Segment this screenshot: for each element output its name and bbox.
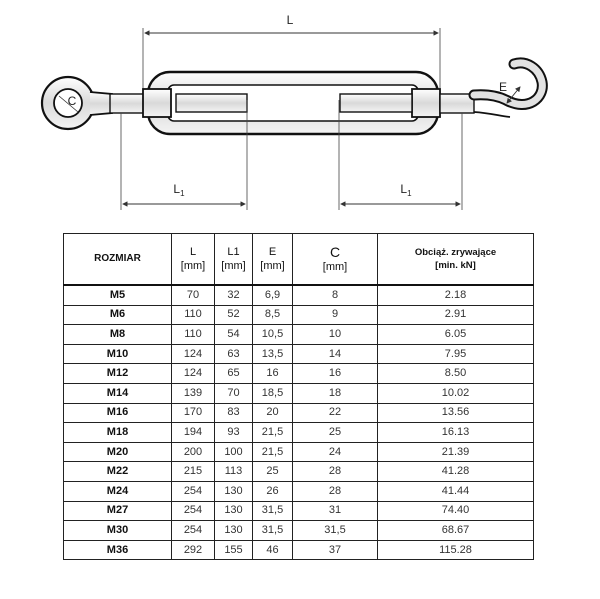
cell-dim-C: 14 — [293, 344, 378, 364]
cell-dim-E: 20 — [253, 403, 293, 423]
cell-breaking-load: 74.40 — [378, 501, 534, 521]
cell-length-L: 110 — [172, 305, 215, 325]
cell-size: M24 — [64, 481, 172, 501]
cell-length-L: 254 — [172, 481, 215, 501]
dimension-L-label: L — [286, 13, 294, 27]
cell-size: M14 — [64, 383, 172, 403]
header-L: L [mm] — [172, 234, 215, 286]
label-E: E — [498, 80, 508, 94]
cell-breaking-load: 2.91 — [378, 305, 534, 325]
cell-length-L1: 32 — [215, 285, 253, 305]
cell-length-L: 254 — [172, 501, 215, 521]
table-header-row — [64, 234, 534, 286]
cell-length-L1: 155 — [215, 540, 253, 560]
table-row — [64, 481, 534, 501]
cell-size: M6 — [64, 305, 172, 325]
cell-dim-E: 31,5 — [253, 501, 293, 521]
cell-dim-E: 21,5 — [253, 442, 293, 462]
cell-dim-C: 28 — [293, 481, 378, 501]
table-row — [64, 403, 534, 423]
cell-size: M5 — [64, 285, 172, 305]
cell-size: M18 — [64, 423, 172, 443]
cell-dim-C: 24 — [293, 442, 378, 462]
table-row — [64, 285, 534, 305]
cell-dim-E: 10,5 — [253, 325, 293, 345]
cell-size: M8 — [64, 325, 172, 345]
table-row — [64, 521, 534, 541]
cell-breaking-load: 8.50 — [378, 364, 534, 384]
cell-dim-C: 18 — [293, 383, 378, 403]
cell-dim-E: 13,5 — [253, 344, 293, 364]
table-row — [64, 305, 534, 325]
cell-length-L: 124 — [172, 364, 215, 384]
header-L1: L1 [mm] — [215, 234, 253, 286]
cell-length-L: 110 — [172, 325, 215, 345]
cell-length-L1: 113 — [215, 462, 253, 482]
cell-dim-E: 8,5 — [253, 305, 293, 325]
dimension-L1-left-label: L — [173, 182, 181, 196]
cell-length-L: 170 — [172, 403, 215, 423]
cell-breaking-load: 13.56 — [378, 403, 534, 423]
cell-length-L: 70 — [172, 285, 215, 305]
cell-dim-C: 16 — [293, 364, 378, 384]
cell-breaking-load: 7.95 — [378, 344, 534, 364]
cell-dim-C: 22 — [293, 403, 378, 423]
cell-dim-E: 46 — [253, 540, 293, 560]
cell-breaking-load: 10.02 — [378, 383, 534, 403]
cell-dim-C: 31,5 — [293, 521, 378, 541]
cell-dim-E: 16 — [253, 364, 293, 384]
header-breaking-load: Obciąż. zrywające [min. kN] — [378, 234, 534, 286]
cell-size: M10 — [64, 344, 172, 364]
table-row — [64, 325, 534, 345]
cell-breaking-load: 21.39 — [378, 442, 534, 462]
table-row — [64, 540, 534, 560]
table-row — [64, 442, 534, 462]
cell-length-L: 139 — [172, 383, 215, 403]
dimension-L1-left-sub: 1 — [180, 189, 185, 198]
cell-length-L1: 130 — [215, 521, 253, 541]
cell-breaking-load: 115.28 — [378, 540, 534, 560]
cell-length-L: 215 — [172, 462, 215, 482]
cell-breaking-load: 41.44 — [378, 481, 534, 501]
header-C: C [mm] — [293, 234, 378, 286]
cell-size: M22 — [64, 462, 172, 482]
header-size: ROZMIAR — [64, 234, 172, 286]
cell-length-L1: 54 — [215, 325, 253, 345]
cell-length-L: 200 — [172, 442, 215, 462]
cell-dim-E: 6,9 — [253, 285, 293, 305]
specification-table — [63, 233, 534, 560]
cell-size: M16 — [64, 403, 172, 423]
cell-size: M36 — [64, 540, 172, 560]
label-C: C — [67, 94, 77, 108]
cell-length-L1: 130 — [215, 501, 253, 521]
header-E: E [mm] — [253, 234, 293, 286]
cell-length-L1: 130 — [215, 481, 253, 501]
table-row — [64, 423, 534, 443]
cell-length-L1: 93 — [215, 423, 253, 443]
cell-size: M30 — [64, 521, 172, 541]
dimension-L1-right-label: L — [400, 182, 408, 196]
cell-length-L1: 83 — [215, 403, 253, 423]
cell-dim-C: 9 — [293, 305, 378, 325]
cell-length-L: 194 — [172, 423, 215, 443]
table-row — [64, 364, 534, 384]
svg-text:L1 — [173, 182, 185, 198]
cell-length-L: 124 — [172, 344, 215, 364]
cell-length-L1: 65 — [215, 364, 253, 384]
dimension-L1-right-sub: 1 — [407, 189, 412, 198]
cell-dim-E: 18,5 — [253, 383, 293, 403]
table-body — [64, 285, 534, 560]
cell-dim-C: 31 — [293, 501, 378, 521]
cell-length-L1: 100 — [215, 442, 253, 462]
table-row — [64, 462, 534, 482]
table-row — [64, 501, 534, 521]
cell-length-L1: 63 — [215, 344, 253, 364]
cell-size: M12 — [64, 364, 172, 384]
cell-breaking-load: 16.13 — [378, 423, 534, 443]
cell-length-L1: 70 — [215, 383, 253, 403]
turnbuckle-drawing — [0, 0, 600, 225]
cell-size: M20 — [64, 442, 172, 462]
svg-text:L1 — [400, 182, 412, 198]
cell-dim-E: 26 — [253, 481, 293, 501]
cell-length-L1: 52 — [215, 305, 253, 325]
cell-dim-E: 31,5 — [253, 521, 293, 541]
cell-dim-E: 25 — [253, 462, 293, 482]
cell-dim-C: 25 — [293, 423, 378, 443]
eye-end — [42, 77, 146, 129]
hook-end — [440, 63, 542, 117]
cell-dim-C: 8 — [293, 285, 378, 305]
cell-breaking-load: 2.18 — [378, 285, 534, 305]
cell-size: M27 — [64, 501, 172, 521]
cell-breaking-load: 41.28 — [378, 462, 534, 482]
table-row — [64, 344, 534, 364]
cell-dim-C: 37 — [293, 540, 378, 560]
cell-breaking-load: 68.67 — [378, 521, 534, 541]
cell-length-L: 292 — [172, 540, 215, 560]
table-row — [64, 383, 534, 403]
turnbuckle-body — [143, 72, 440, 134]
cell-breaking-load: 6.05 — [378, 325, 534, 345]
cell-dim-C: 28 — [293, 462, 378, 482]
cell-dim-E: 21,5 — [253, 423, 293, 443]
cell-length-L: 254 — [172, 521, 215, 541]
cell-dim-C: 10 — [293, 325, 378, 345]
